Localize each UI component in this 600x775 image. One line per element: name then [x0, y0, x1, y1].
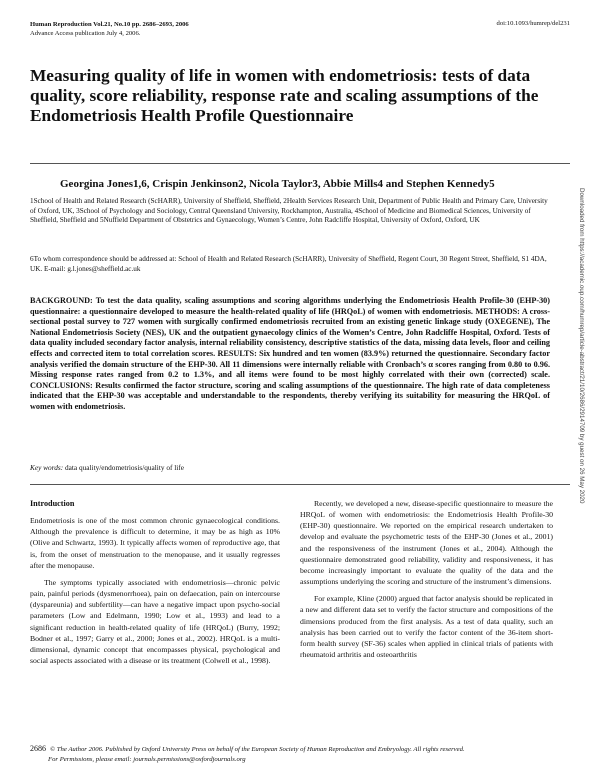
permissions-line[interactable]: For Permissions, please email: journals.permissions@oxfordjournals.org [48, 755, 246, 763]
affiliations: 1School of Health and Related Research (ScHARR), University of Sheffield, Sheffield, 2Health Services Research Unit, Department of Public Health and Primary Care, University of Oxford, UK, 3School of Psychology and Sociology, Central Queensland University, Rockhampton, Australia, 4School of Medicine and Biomedical Sciences, University of Sheffield, Sheffield and 5Nuffield Department of Obstetrics and Gynaecology, Women’s Centre, John Radcliffe Hospital, University of Oxford, Oxford, UK [30, 197, 548, 225]
body-column-left [30, 498, 280, 666]
body-column-right [300, 498, 553, 660]
download-watermark [577, 188, 587, 708]
keywords-text: data quality/endometriosis/quality of life [63, 463, 184, 472]
doi[interactable]: doi:10.1093/humrep/del231 [496, 20, 570, 27]
correspondence: 6To whom correspondence should be addressed at: School of Health and Related Research (ScHARR), University of Sheffield, Regent Court, 30 Regent Street, Sheffield, S1 4DA, UK. E-mail: g.l.jones@sheffield.ac.uk [30, 255, 547, 273]
page-number: 2686 [30, 744, 46, 753]
paragraph: For example, Kline (2000) argued that factor analysis should be replicated in a new and different data set to verify the factor structure and compositions of the dimensions produced from the first analysis. As a test of data quality, such an analysis has been carried out to verify the factor content of the 36-item short-form health survey (SF-36) scales when applied in clinical trials of patients with rheumatoid arthritis and osteoarthritis [300, 594, 553, 660]
page-footer [30, 744, 570, 764]
paragraph: The symptoms typically associated with endometriosis—chronic pelvic pain, painful periods (dysmenorrhoea), pain on defaecation, pain on intercourse (dyspareunia) and subfertility—can have a negative impact upon psycho-social parameters (Low and Edelmann, 1990; Low et al., 1993) and lead to a significant reduction in health-related quality of life (HRQoL) (Burry, 1992; Bodner et al., 1997; Garry et al., 2000; Jones et al., 2002). HRQoL is a multi-dimensional, dynamic concept that encompasses physical, psychological and social aspects associated with a disease or its treatment (Colwell et al., 1998). [30, 577, 280, 666]
abstract: BACKGROUND: To test the data quality, scaling assumptions and scoring algorithms underlying the Endometriosis Health Profile-30 (EHP-30) questionnaire: a questionnaire developed to measure the health-related quality of life (HRQoL) of women with endometriosis. METHODS: A cross-sectional postal survey to 727 women with surgically confirmed endometriosis recruited from an existing genetic linkage study (OXEGENE), The National Endometriosis Society (NES), UK and the outpatient gynaecology clinics of the Women’s Centre, John Radcliffe Hospital, Oxford. Tests of data quality included secondary factor analysis, internal reliability consistency, descriptive statistics of the data, missing data levels, floor and ceiling effects and corrected item to total correlation scores. RESULTS: Six hundred and ten women (83.9%) returned the questionnaire. Secondary factor analysis verified the domain structure of the EHP-30. All 11 dimensions were internally reliable with Cronbach’s α scores ranging from 0.80 to 0.96. Missing response rates ranged from 0.2 to 1.3%, and all items were found to be most highly correlated with their own (corrected) scale. CONCLUSIONS: Results confirmed the factor structure, scoring and scaling assumptions of the questionnaire. The high rate of data completeness indicated that the EHP-30 was acceptable and understandable to the respondents, thereby verifying its suitability for measuring the HRQoL of women with endometriosis. [30, 296, 550, 411]
paper-title: Measuring quality of life in women with endometriosis: tests of data quality, score reliability, response rate and scaling assumptions of the Endometriosis Health Profile Questionnaire [30, 66, 539, 125]
section-heading-introduction: Introduction [30, 499, 75, 508]
keywords-label: Key words: [30, 463, 64, 472]
copyright-line: © The Author 2006. Published by Oxford University Press on behalf of the European Society of Human Reproduction and Embryology. All rights reserved. [50, 746, 465, 753]
paragraph: Recently, we developed a new, disease-specific questionnaire to measure the HRQoL of women with endometriosis: the Endometriosis Health Profile-30 (EHP-30) questionnaire. We reported on the empirical research undertaken to develop and evaluate the psychometric tests of the EHP-30 (Jones et al., 2001) and the responsiveness of the instrument (Jones et al., 2004). Although the questionnaire demonstrated good reliability, validity and responsiveness, it has become increasingly important to evaluate the quality of the data and the assumptions underlying the scoring and structure of the instrument’s dimensions. [300, 499, 553, 587]
keywords [30, 463, 184, 472]
journal-header [30, 20, 189, 38]
title-divider [30, 163, 570, 164]
abstract-divider [30, 484, 570, 485]
advance-access-note: Advance Access publication July 4, 2006. [30, 30, 141, 37]
paragraph: Endometriosis is one of the most common chronic gynaecological conditions. Although the prevalence is difficult to determine, it may be as high as 10% (Olive and Schwartz, 1993). It typically affects women of reproductive age, that is, from the onset of menstruation to the menopause, and it usually regresses after the menopause. [30, 516, 280, 570]
author-list: Georgina Jones1,6, Crispin Jenkinson2, Nicola Taylor3, Abbie Mills4 and Stephen Kennedy5 [60, 178, 495, 190]
download-note: Downloaded from https://academic.oup.com/humrep/article-abstract/21/10/2686/2914709 by guest on 26 May 2020 [578, 188, 585, 504]
journal-citation: Human Reproduction Vol.21, No.10 pp. 2686–2693, 2006 [30, 21, 189, 28]
